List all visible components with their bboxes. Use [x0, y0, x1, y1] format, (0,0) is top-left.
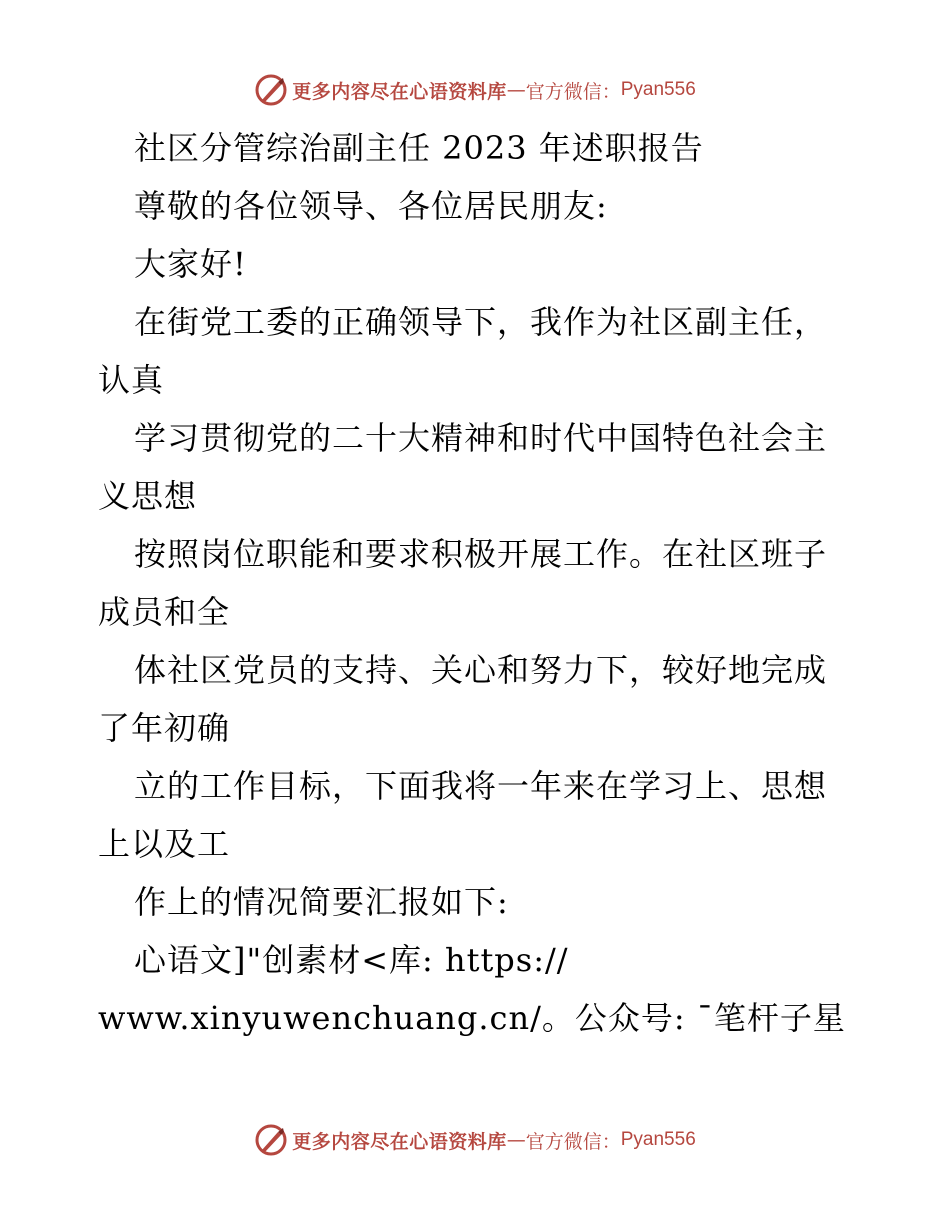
paragraph-line: 认真: [98, 361, 165, 399]
source-url-line: www.xinyuwenchuang.cn/。公众号: ¯笔杆子星: [98, 999, 846, 1037]
banner-dash: —: [506, 79, 526, 101]
paragraph-line: 立的工作目标，下面我将一年来在学习上、思想: [134, 767, 828, 805]
banner-wechat-label: 官方微信：: [525, 80, 621, 103]
paragraph-line: 作上的情况简要汇报如下:: [134, 883, 509, 921]
paragraph-line: 体社区党员的支持、关心和努力下，较好地完成: [134, 651, 828, 689]
paragraph-line: 学习贯彻党的二十大精神和时代中国特色社会主: [134, 419, 828, 457]
banner-wechat-id: Pyan556: [620, 1129, 696, 1150]
banner-dash: —: [506, 1129, 526, 1151]
banner-text: 更多内容尽在心语资料库: [292, 1130, 507, 1153]
paragraph-line: 义思想: [98, 477, 198, 515]
paragraph-line: 成员和全: [98, 593, 231, 631]
banner-text: 更多内容尽在心语资料库: [292, 80, 507, 103]
paragraph-line: 按照岗位职能和要求积极开展工作。在社区班子: [134, 535, 828, 573]
header-banner: [0, 70, 950, 110]
document-title: 社区分管综治副主任 2023 年述职报告: [134, 129, 704, 167]
quill-pen-logo-icon: [254, 1123, 288, 1157]
quill-pen-logo-icon: [254, 73, 288, 107]
paragraph-line: 了年初确: [98, 709, 231, 747]
paragraph-line: 在街党工委的正确领导下，我作为社区副主任，: [134, 303, 828, 341]
banner-wechat-id: Pyan556: [620, 79, 696, 100]
source-line: 心语文]"创素材<库: https://: [134, 941, 569, 979]
salutation: 尊敬的各位领导、各位居民朋友:: [134, 187, 608, 225]
footer-banner: [0, 1120, 950, 1160]
banner-wechat-label: 官方微信：: [525, 1130, 621, 1153]
greeting: 大家好!: [134, 245, 247, 283]
paragraph-line: 上以及工: [98, 825, 231, 863]
